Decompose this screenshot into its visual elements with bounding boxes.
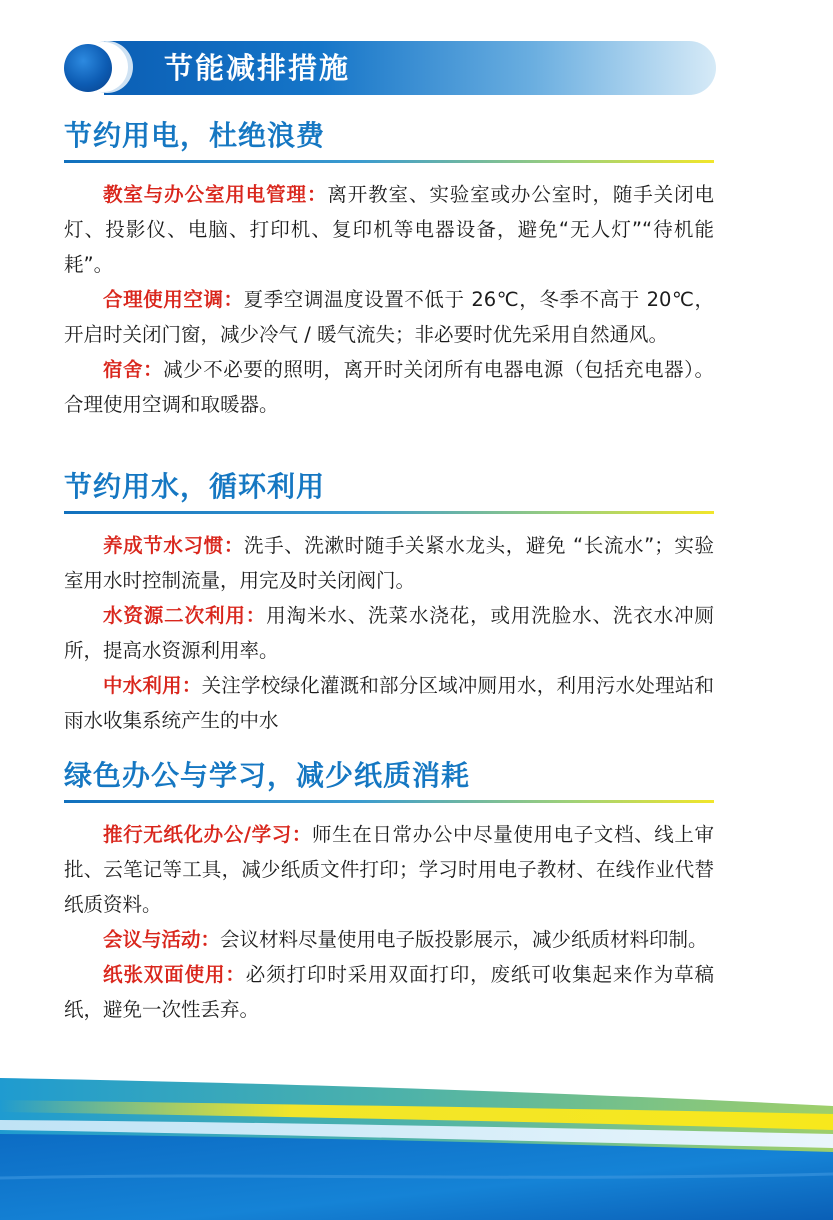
- item-label: 水资源二次利用：: [103, 604, 267, 627]
- section-save-electricity: [64, 118, 714, 422]
- item-label: 会议与活动：: [103, 928, 221, 951]
- item-text: 会议材料尽量使用电子版投影展示，减少纸质材料印制。: [220, 928, 708, 951]
- page-title: 节能减排措施: [164, 51, 351, 85]
- list-item: [64, 922, 714, 957]
- section-title: 绿色办公与学习，减少纸质消耗: [64, 759, 471, 792]
- list-item: [64, 177, 714, 282]
- item-label: 宿舍：: [103, 358, 164, 381]
- item-label: 教室与办公室用电管理：: [103, 183, 328, 206]
- banner-circle-icon: [64, 44, 112, 92]
- section-title: 节约用水，循环利用: [64, 470, 326, 503]
- item-label: 中水利用：: [103, 674, 202, 697]
- section-title: 节约用电，杜绝浪费: [64, 119, 326, 152]
- item-label: 纸张双面使用：: [103, 963, 246, 986]
- section-save-water: [64, 469, 714, 738]
- section-green-office: [64, 758, 714, 1027]
- list-item: [64, 282, 714, 352]
- item-label: 推行无纸化办公/学习：: [103, 823, 313, 846]
- header-banner: [64, 41, 716, 95]
- item-label: 合理使用空调：: [103, 288, 244, 311]
- list-item: [64, 352, 714, 422]
- item-text: 离开教室、实验室或办公室时，随手关闭电灯、投影仪、电脑、打印机、复印机等电器设备，避免“无人灯”“待机能耗”。: [64, 183, 714, 276]
- list-item: [64, 598, 714, 668]
- section-divider: [64, 160, 714, 163]
- item-text: 师生在日常办公中尽量使用电子文档、线上审批、云笔记等工具，减少纸质文件打印；学习时用电子教材、在线作业代替纸质资料。: [64, 823, 714, 916]
- section-divider: [64, 800, 714, 803]
- list-item: [64, 957, 714, 1027]
- list-item: [64, 668, 714, 738]
- item-text: 减少不必要的照明，离开时关闭所有电器电源（包括充电器）。合理使用空调和取暖器。: [64, 358, 714, 416]
- list-item: [64, 528, 714, 598]
- item-text: 关注学校绿化灌溉和部分区域冲厕用水，利用污水处理站和雨水收集系统产生的中水: [64, 674, 714, 732]
- bottom-wave-decoration: [0, 1060, 833, 1220]
- item-text: 夏季空调温度设置不低于 26℃，冬季不高于 20℃，开启时关闭门窗，减少冷气 / 暖气流失；非必要时优先采用自然通风。: [64, 288, 714, 346]
- item-text: 用淘米水、洗菜水浇花，或用洗脸水、洗衣水冲厕所，提高水资源利用率。: [64, 604, 714, 662]
- item-text: 必须打印时采用双面打印，废纸可收集起来作为草稿纸，避免一次性丢弃。: [64, 963, 714, 1021]
- item-text: 洗手、洗漱时随手关紧水龙头，避免 “长流水”；实验室用水时控制流量，用完及时关闭阀门。: [64, 534, 714, 592]
- list-item: [64, 817, 714, 922]
- item-label: 养成节水习惯：: [103, 534, 244, 557]
- section-divider: [64, 511, 714, 514]
